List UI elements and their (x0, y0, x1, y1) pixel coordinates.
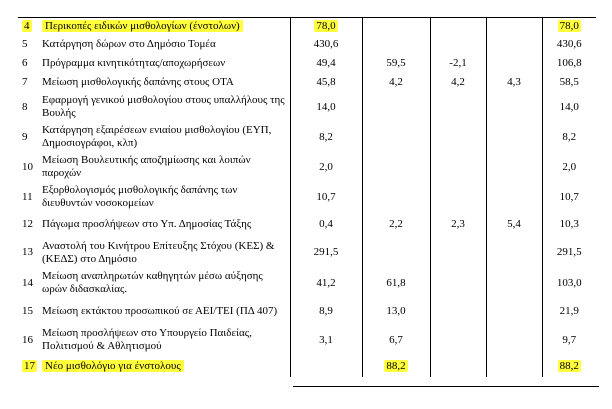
value-col-4-cell (486, 298, 542, 324)
measure-description: Εξορθολογισμός μισθολογικής δαπάνης των διευθυντών νοσοκομείων (42, 184, 238, 209)
value-total-cell (542, 298, 596, 324)
table-row (18, 268, 596, 298)
value-col-4: 4,3 (507, 76, 521, 88)
row-number-cell (18, 152, 38, 182)
value-total-cell (542, 54, 596, 73)
value-col-1-cell (290, 212, 362, 237)
value-col-4-cell (486, 54, 542, 73)
measure-description: Αναστολή του Κινήτρου Επίτευξης Στόχου (ΚΕΣ) & (ΚΕΔΣ) στο Δημόσιο (42, 239, 275, 265)
value-col-4-cell (486, 212, 542, 237)
table-row (18, 122, 596, 152)
row-number-cell (18, 324, 38, 356)
value-total: 10,7 (559, 190, 579, 203)
measure-description-cell (38, 73, 290, 92)
value-col-1-cell (290, 73, 362, 92)
value-col-4-cell (486, 35, 542, 54)
row-number: 8 (22, 100, 28, 113)
value-col-3-cell (430, 356, 486, 377)
value-col-4-cell (486, 356, 542, 377)
value-col-2-cell (362, 298, 430, 324)
value-col-4-cell (486, 182, 542, 212)
value-col-3-cell (430, 92, 486, 122)
value-col-1: 291,5 (313, 246, 339, 258)
value-col-1: 10,7 (316, 190, 336, 203)
value-total: 78,0 (559, 20, 579, 32)
value-total: 10,3 (559, 218, 579, 230)
row-number: 5 (22, 38, 28, 50)
value-total: 9,7 (562, 333, 577, 346)
table-row (18, 298, 596, 324)
value-col-3-cell (430, 298, 486, 324)
table-row (18, 324, 596, 356)
measure-description-cell (38, 356, 290, 377)
value-total-cell (542, 152, 596, 182)
value-col-2-cell (362, 92, 430, 122)
row-number-cell (18, 122, 38, 152)
value-col-1-cell (290, 298, 362, 324)
value-col-1: 0,4 (319, 218, 333, 230)
row-number-cell (18, 54, 38, 73)
row-number-cell (18, 73, 38, 92)
measure-description-cell (38, 152, 290, 182)
row-number: 16 (22, 333, 33, 346)
table-body (18, 18, 596, 377)
value-total: 430,6 (556, 38, 582, 50)
value-col-2: 13,0 (386, 304, 406, 317)
budget-measures-table (18, 18, 596, 377)
value-col-3-cell (430, 73, 486, 92)
measure-description: Μείωση μισθολογικής δαπάνης στους ΟΤΑ (42, 76, 234, 88)
value-total-cell (542, 324, 596, 356)
measure-description-cell (38, 92, 290, 122)
value-col-3-cell (430, 268, 486, 298)
value-col-4-cell (486, 152, 542, 182)
table-row (18, 182, 596, 212)
value-col-2: 6,7 (389, 333, 403, 346)
measure-description-cell (38, 212, 290, 237)
value-col-2: 4,2 (389, 76, 403, 88)
measure-description-cell (38, 35, 290, 54)
table-row (18, 54, 596, 73)
value-col-1: 8,2 (319, 130, 333, 143)
measure-description-cell (38, 237, 290, 268)
value-col-1-cell (290, 182, 362, 212)
value-col-4-cell (486, 324, 542, 356)
value-col-1: 430,6 (313, 38, 339, 50)
value-col-4: 5,4 (507, 218, 521, 230)
value-col-1-cell (290, 237, 362, 268)
row-number-cell (18, 35, 38, 54)
value-total: 58,5 (559, 76, 579, 88)
value-col-4-cell (486, 237, 542, 268)
value-total: 21,9 (559, 304, 579, 317)
value-total: 14,0 (559, 100, 579, 113)
value-col-2-cell (362, 237, 430, 268)
row-number: 17 (24, 360, 35, 372)
value-total: 2,0 (562, 160, 577, 173)
value-col-3: 2,3 (451, 218, 465, 230)
row-number: 9 (22, 130, 28, 143)
row-number: 12 (22, 218, 33, 230)
value-col-3-cell (430, 152, 486, 182)
value-col-2-cell (362, 54, 430, 73)
row-number-cell (18, 298, 38, 324)
value-col-1-cell (290, 122, 362, 152)
value-total-cell (542, 182, 596, 212)
table-bottom-rule (293, 386, 599, 387)
measure-description: Πάγωμα προσλήψεων στο Υπ. Δημοσίας Τάξης (42, 218, 252, 230)
measure-description: Πρόγραμμα κινητικότητας/αποχωρήσεων (42, 57, 226, 69)
value-col-2-cell (362, 324, 430, 356)
measure-description-cell (38, 122, 290, 152)
row-number: 11 (22, 190, 33, 203)
value-col-4-cell (486, 18, 542, 35)
measure-description: Κατάργηση δώρων στο Δημόσιο Τομέα (42, 38, 216, 50)
row-number: 4 (24, 20, 30, 32)
value-col-3-cell (430, 122, 486, 152)
value-col-1-cell (290, 152, 362, 182)
row-number: 10 (22, 160, 33, 173)
row-number-cell (18, 92, 38, 122)
value-col-2-cell (362, 122, 430, 152)
measure-description-cell (38, 268, 290, 298)
value-total-cell (542, 212, 596, 237)
table-row (18, 237, 596, 268)
value-col-3-cell (430, 182, 486, 212)
value-total-cell (542, 18, 596, 35)
measure-description-cell (38, 298, 290, 324)
value-col-2: 2,2 (389, 218, 403, 230)
table-row (18, 18, 596, 35)
value-col-1-cell (290, 92, 362, 122)
value-col-4-cell (486, 92, 542, 122)
value-col-4-cell (486, 73, 542, 92)
value-col-2-cell (362, 268, 430, 298)
value-col-1: 49,4 (316, 57, 336, 69)
value-col-1-cell (290, 35, 362, 54)
value-col-2-cell (362, 212, 430, 237)
measure-description: Νέο μισθολόγιο για ένστολους (42, 360, 184, 372)
measure-description: Εφαρμογή γενικού μισθολογίου στους υπαλλήλους της Βουλής (42, 94, 285, 119)
value-col-1-cell (290, 18, 362, 35)
value-col-1-cell (290, 54, 362, 73)
value-col-1: 14,0 (316, 100, 336, 113)
value-total-cell (542, 92, 596, 122)
measure-description-cell (38, 182, 290, 212)
value-col-2-cell (362, 18, 430, 35)
value-total: 8,2 (562, 130, 577, 143)
row-number: 13 (22, 246, 33, 258)
table-row (18, 152, 596, 182)
measure-description-cell (38, 18, 290, 35)
value-col-3-cell (430, 54, 486, 73)
value-total: 291,5 (556, 246, 582, 258)
value-col-2-cell (362, 35, 430, 54)
value-total-cell (542, 356, 596, 377)
row-number: 15 (22, 304, 33, 317)
value-col-3-cell (430, 35, 486, 54)
measure-description: Περικοπές ειδικών μισθολογίων (ένστολων) (42, 20, 243, 32)
value-col-1: 78,0 (316, 20, 336, 32)
value-col-3-cell (430, 212, 486, 237)
value-col-2-cell (362, 73, 430, 92)
row-number-cell (18, 268, 38, 298)
value-col-1: 2,0 (319, 160, 333, 173)
value-col-3: -2,1 (449, 57, 467, 69)
value-total-cell (542, 35, 596, 54)
value-col-1-cell (290, 324, 362, 356)
measure-description-cell (38, 54, 290, 73)
table-row (18, 92, 596, 122)
value-col-2: 59,5 (386, 57, 406, 69)
table-row (18, 73, 596, 92)
value-col-4-cell (486, 268, 542, 298)
value-col-2: 88,2 (386, 360, 406, 372)
row-number-cell (18, 237, 38, 268)
value-col-1: 45,8 (316, 76, 336, 88)
value-col-1-cell (290, 268, 362, 298)
table-row (18, 35, 596, 54)
value-total-cell (542, 268, 596, 298)
row-number-cell (18, 18, 38, 35)
value-col-1: 41,2 (316, 276, 336, 289)
measure-description: Κατάργηση εξαιρέσεων ενιαίου μισθολογίου (ΕΥΠ, Δημοσιογράφοι, κλπ) (42, 124, 272, 149)
value-col-2-cell (362, 152, 430, 182)
value-col-1: 8,9 (319, 304, 333, 317)
value-col-2-cell (362, 182, 430, 212)
measure-description: Μείωση Βουλευτικής αποζημίωσης και λοιπών παροχών (42, 154, 251, 179)
row-number: 7 (22, 76, 28, 88)
value-col-2: 61,8 (386, 276, 406, 289)
value-col-3-cell (430, 324, 486, 356)
row-number-cell (18, 356, 38, 377)
value-total-cell (542, 73, 596, 92)
table-row (18, 212, 596, 237)
value-total: 88,2 (559, 360, 579, 372)
row-number: 6 (22, 57, 28, 69)
measure-description-cell (38, 324, 290, 356)
value-col-4-cell (486, 122, 542, 152)
measure-description: Μείωση εκτάκτου προσωπικού σε ΑΕΙ/ΤΕΙ (ΠΔ 407) (42, 304, 278, 317)
value-col-1-cell (290, 356, 362, 377)
value-total-cell (542, 237, 596, 268)
row-number-cell (18, 182, 38, 212)
value-total: 106,8 (556, 57, 582, 69)
measure-description: Μείωση αναπληρωτών καθηγητών μέσω αύξησης ωρών διδασκαλίας. (42, 270, 263, 295)
value-col-3-cell (430, 237, 486, 268)
measure-description: Μείωση προσλήψεων στο Υπουργείο Παιδείας, Πολιτισμού & Αθλητισμού (42, 327, 252, 352)
value-total-cell (542, 122, 596, 152)
row-number: 14 (22, 276, 33, 289)
table-row (18, 356, 596, 377)
value-total: 103,0 (556, 276, 582, 289)
row-number-cell (18, 212, 38, 237)
value-col-3: 4,2 (451, 76, 465, 88)
value-col-1: 3,1 (319, 333, 333, 346)
value-col-2-cell (362, 356, 430, 377)
value-col-3-cell (430, 18, 486, 35)
